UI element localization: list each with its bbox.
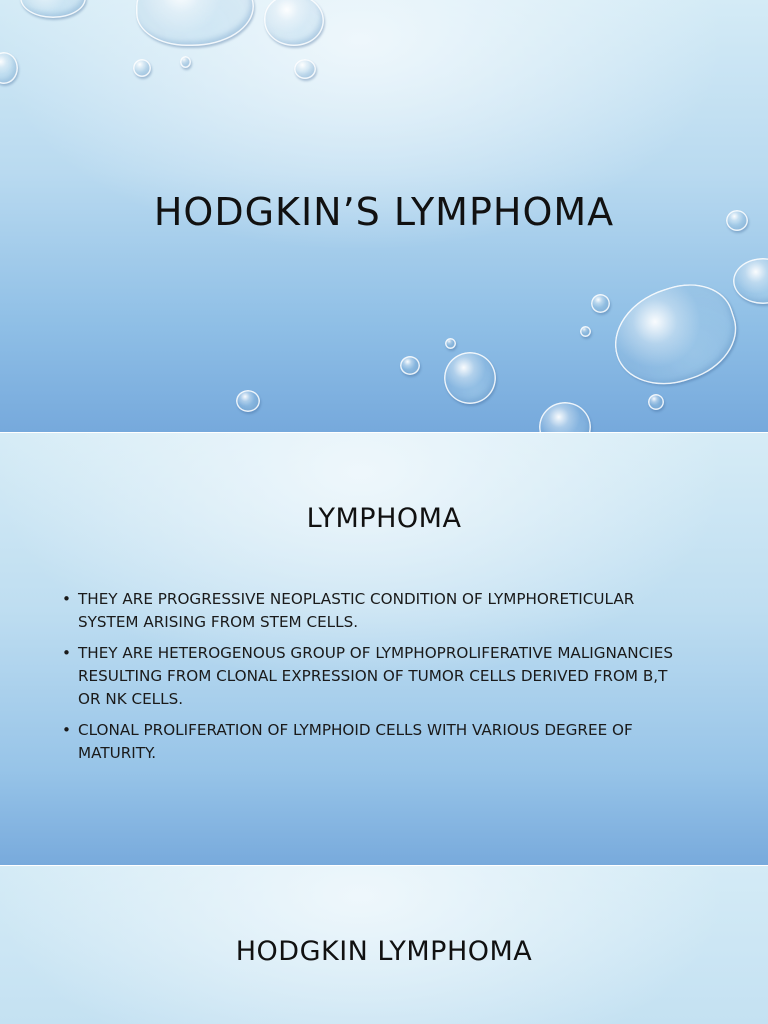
slide-lymphoma: [0, 433, 768, 865]
bullet-icon: •: [62, 590, 71, 608]
water-droplet-decoration: [733, 258, 768, 304]
water-droplet-decoration: [136, 0, 254, 46]
bullet-text: CLONAL PROLIFERATION OF LYMPHOID CELLS WITH VARIOUS DEGREE OF MATURITY.: [78, 721, 633, 762]
bullet-text: THEY ARE PROGRESSIVE NEOPLASTIC CONDITION OF LYMPHORETICULAR SYSTEM ARISING FROM STEM CELLS.: [78, 590, 635, 631]
water-droplet-decoration: [648, 394, 664, 410]
water-droplet-decoration: [133, 59, 151, 77]
slide-hodgkin-lymphoma: [0, 866, 768, 1024]
bullet-item: [62, 642, 682, 711]
water-droplet-decoration: [0, 52, 18, 84]
bullet-icon: •: [62, 721, 71, 739]
water-droplet-decoration: [602, 271, 749, 399]
water-droplet-decoration: [539, 402, 591, 432]
water-droplet-decoration: [264, 0, 324, 46]
water-droplet-decoration: [445, 338, 456, 349]
bullet-icon: •: [62, 644, 71, 662]
water-droplet-decoration: [591, 294, 610, 313]
water-droplet-decoration: [580, 326, 591, 337]
bullet-list: [62, 588, 682, 773]
water-droplet-decoration: [400, 356, 420, 375]
slide-heading: HODGKIN LYMPHOMA: [235, 936, 533, 967]
bullet-text: THEY ARE HETEROGENOUS GROUP OF LYMPHOPROLIFERATIVE MALIGNANCIES RESULTING FROM CLONAL EXPRESSION OF TUMOR CELLS DERIVED FROM B,T OR NK CELLS.: [78, 644, 673, 708]
water-droplet-decoration: [180, 56, 191, 68]
water-droplet-decoration: [294, 59, 316, 79]
bullet-item: [62, 588, 682, 634]
slide-title-heading: HODGKIN’S LYMPHOMA: [153, 190, 615, 234]
slide-title: [0, 0, 768, 432]
slide-heading: LYMPHOMA: [306, 503, 462, 534]
water-droplet-decoration: [20, 0, 86, 18]
bullet-item: [62, 719, 682, 765]
water-droplet-decoration: [444, 352, 496, 404]
water-droplet-decoration: [236, 390, 260, 412]
